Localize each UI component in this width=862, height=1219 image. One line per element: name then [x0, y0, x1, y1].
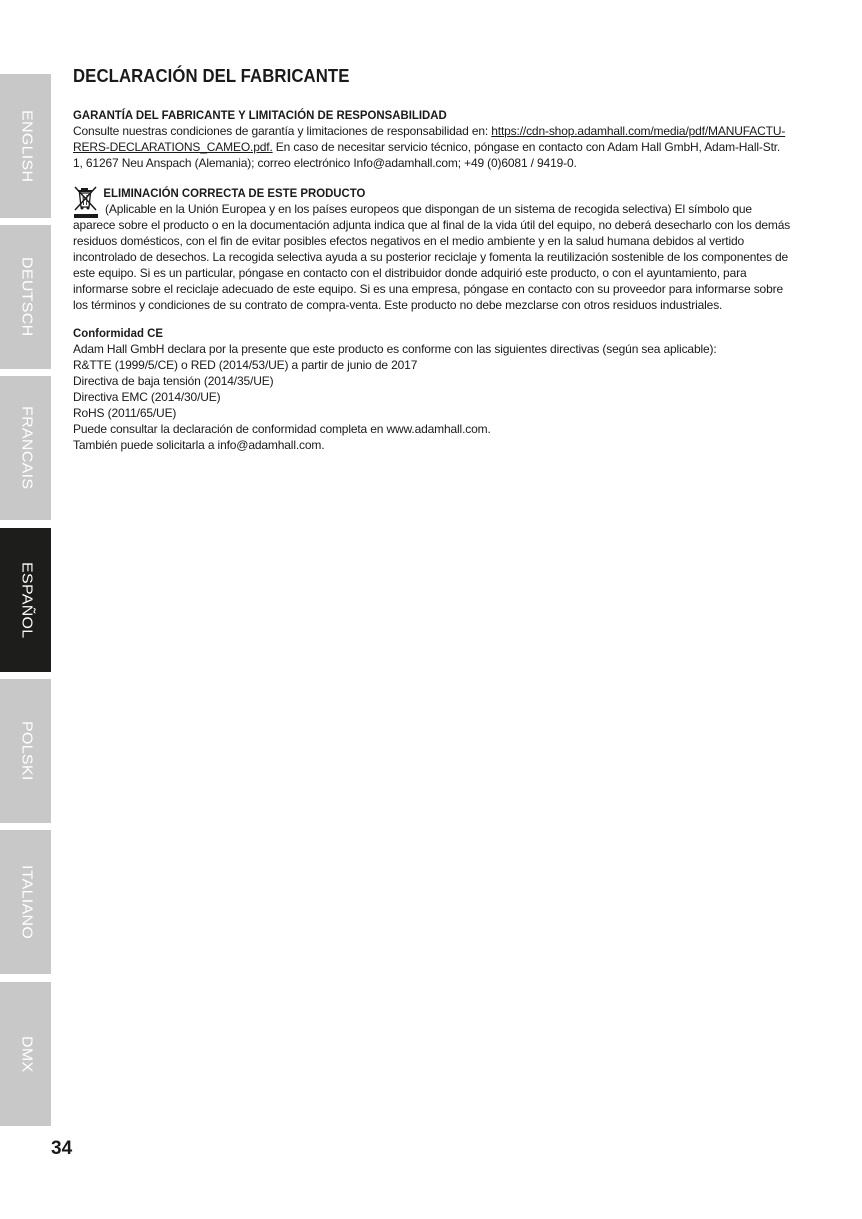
tab-francais[interactable] — [0, 376, 51, 520]
disposal-heading: ELIMINACIÓN CORRECTA DE ESTE PRODUCTO — [103, 186, 366, 200]
disposal-text — [73, 201, 791, 313]
ce-heading: Conformidad CE — [73, 326, 163, 340]
tab-label: ESPAÑOL — [18, 561, 34, 639]
tab-label: FRANCAIS — [18, 406, 34, 490]
warranty-text — [73, 123, 791, 171]
warranty-link-part2: RERS-DECLARATIONS_CAMEO.pdf. — [73, 140, 273, 154]
warranty-section — [73, 107, 791, 171]
tab-italiano[interactable] — [0, 830, 51, 974]
warranty-text-contact: En caso de necesitar servicio técnico, póngase en contacto con Adam Hall GmbH, Adam-Hall-Str. 1, 61267 Neu Anspach (Alemania); correo electrónico Info@adamhall.com; +49 (0)6081 / 9419-0. — [73, 140, 781, 170]
warranty-heading: GARANTÍA DEL FABRICANTE Y LIMITACIÓN DE RESPONSABILIDAD — [73, 108, 447, 122]
ce-line: Directiva EMC (2014/30/UE) — [73, 390, 221, 404]
tab-english[interactable] — [0, 74, 51, 218]
disposal-text-body: (Aplicable en la Unión Europea y en los países europeos que dispongan de un sistema de recogida selectiva) El símbolo que aparece sobre el producto o en la documentación adjunta indica que al final de la vida útil del equipo, no deberá desecharlo con los demás residuos domésticos, con el fin de evitar posibles efectos negativos en el medio ambiente y en la salud humana debidos al vertido incontrolado de desechos. La recogida selectiva ayuda a su posterior reciclaje y fomenta la reutilización sostenible de los componentes de este equipo. Si es un particular, póngase en contacto con el distribuidor donde adquirió este producto, o con el ayuntamiento, para informarse sobre el reciclaje adecuado de este equipo. Si es una empresa, póngase en contacto con su proveedor para informarse sobre los términos y condiciones de su contrato de compra-venta. Este producto no debe mezclarse con otros residuos industriales. — [73, 202, 791, 312]
ce-line: R&TTE (1999/5/CE) o RED (2014/53/UE) a partir de junio de 2017 — [73, 358, 418, 372]
warranty-link-part1: https://cdn-shop.adamhall.com/media/pdf/MANUFACTU- — [491, 124, 786, 138]
manufacturer-declaration — [73, 66, 791, 453]
tab-dmx[interactable] — [0, 982, 51, 1126]
tab-label: ENGLISH — [18, 109, 34, 183]
ce-line: Adam Hall GmbH declara por la presente que este producto es conforme con las siguientes directivas (según sea aplicable): — [73, 342, 717, 356]
tab-espanol[interactable] — [0, 528, 51, 672]
tab-label: DEUTSCH — [18, 257, 34, 337]
ce-line: Directiva de baja tensión (2014/35/UE) — [73, 374, 274, 388]
page-number: 34 — [51, 1138, 73, 1159]
disposal-section — [73, 185, 791, 313]
ce-section — [73, 325, 791, 453]
tab-label: POLSKI — [18, 721, 34, 781]
ce-line: RoHS (2011/65/UE) — [73, 406, 177, 420]
page-title: DECLARACIÓN DEL FABRICANTE — [73, 66, 350, 86]
warranty-text-intro: Consulte nuestras condiciones de garantía y limitaciones de responsabilidad en: — [73, 124, 492, 138]
ce-line: Puede consultar la declaración de conformidad completa en www.adamhall.com. — [73, 422, 491, 436]
ce-line: También puede solicitarla a info@adamhall.com. — [73, 438, 325, 452]
tab-label: ITALIANO — [18, 864, 34, 940]
tab-deutsch[interactable] — [0, 225, 51, 369]
tab-label: DMX — [18, 1035, 34, 1073]
tab-polski[interactable] — [0, 679, 51, 823]
